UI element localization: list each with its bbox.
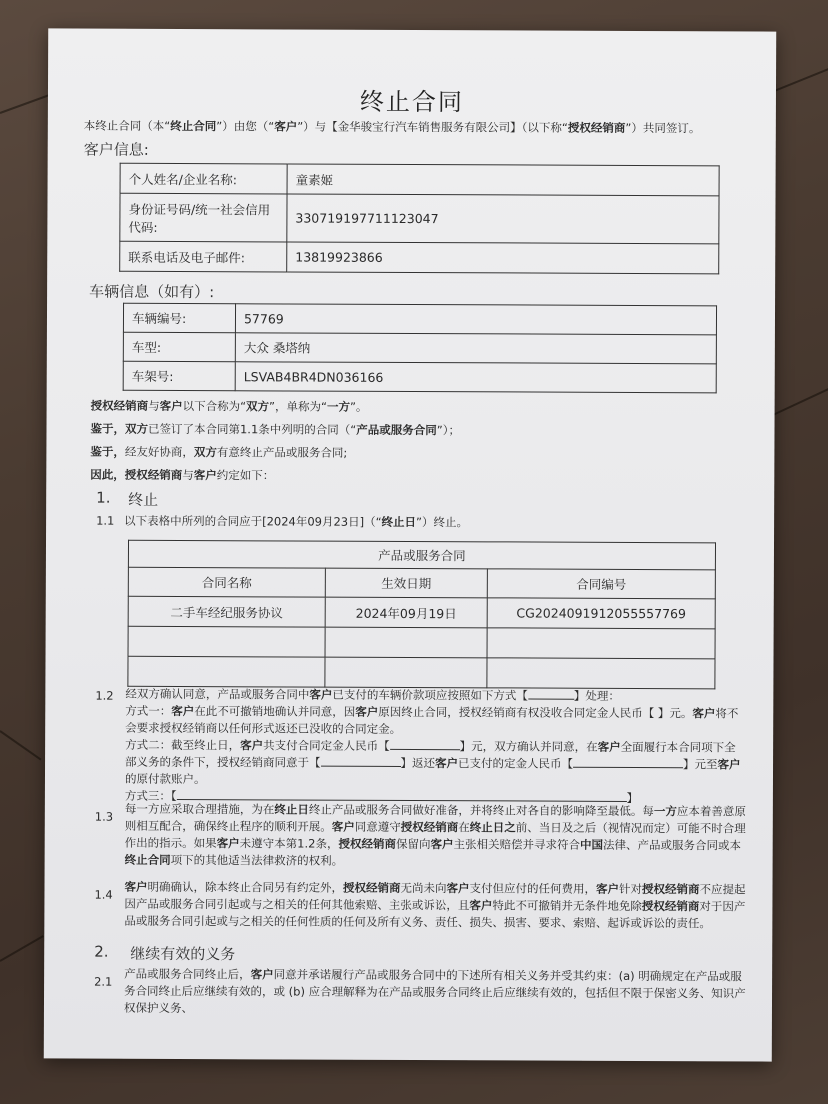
clause-text: 针对 [618, 881, 643, 897]
clause-text: 将不会要求授权经销商以任何形式返还已没收的合同定金。 [125, 706, 739, 736]
contracts-cell: CG2024091912055557769 [487, 598, 715, 629]
clause-bold: 终止合同 [124, 852, 171, 867]
blank-field [528, 699, 574, 700]
clause-1-2-text [125, 686, 746, 808]
clause-text: 已支付的定金人民币【 [458, 756, 574, 771]
clause-1-1-number: 1.1 [96, 513, 115, 528]
clause-text: 同意并承诺履行产品或服务合同中的下述所有相关义务并受其约束：(a) 明确规定在产品或服务合同终止后应继续有效的，或 (b) 应合理解释为在产品或服务合同终止后应继续有效的，包括但不限于保密义务、知识产权保护义务、 [123, 967, 746, 1016]
intro-bold: 终止合同 [170, 118, 217, 134]
blank-field [573, 767, 683, 768]
clause-text: 在此不可撤销地确认并同意，因 [194, 704, 356, 719]
intro-text: ”）由您（“ [216, 119, 275, 134]
vehicle-value-vin: LSVAB4BR4DN036166 [235, 362, 716, 393]
clause-bold: 客户 [717, 757, 741, 772]
clause-bold: 客户 [692, 706, 716, 721]
vehicle-value-number: 57769 [235, 304, 716, 335]
clause-bold: 客户 [469, 898, 493, 913]
clause-bold: 客户 [171, 703, 195, 719]
clause-text: 应本着善意原则相互配合，确保终止程序的顺利开展。 [124, 804, 746, 834]
clause-2-1-number: 2.1 [94, 974, 113, 989]
recital-text: 已签订了本合同第1.1条中列明的合同（“ [147, 421, 357, 437]
recital-whereas-2 [90, 444, 740, 464]
vehicle-heading: 车辆信息（如有）: [89, 282, 215, 302]
blank-field [321, 766, 401, 767]
clause-bold: 终止日 [381, 514, 417, 530]
section-2-title: 继续有效的义务 [130, 944, 236, 964]
recital-bold: 鉴于， [90, 421, 126, 436]
clause-text: 】元，双方确认并同意，在 [459, 739, 598, 754]
clause-text: 全面履行本合同项下全部义务的条件下，授权经销商同意于【 [125, 739, 736, 770]
contracts-cell: 2024年09月19日 [325, 597, 487, 628]
intro-bold: 客户 [274, 119, 298, 134]
clause-text: 支付但应付的任何费用， [469, 881, 597, 896]
vehicle-table [123, 303, 717, 394]
customer-label-id: 身份证号码/统一社会信用代码: [120, 193, 287, 242]
clause-text: 共支付合同定金人民币【 [263, 738, 390, 753]
clause-text: 】元至 [683, 757, 718, 772]
clause-text: 无尚未向 [400, 880, 447, 896]
intro-text: 本终止合同（本“ [83, 118, 171, 133]
contracts-col-name: 合同名称 [128, 567, 325, 597]
clause-1-4-number: 1.4 [94, 887, 113, 902]
clause-bold: 客户 [435, 756, 459, 771]
contracts-cell [128, 656, 325, 687]
recital-text: 以下合称为“ [182, 399, 247, 414]
method-1 [125, 703, 745, 740]
intro-paragraph [84, 118, 754, 138]
customer-label-name: 个人姓名/企业名称: [120, 163, 287, 194]
intro-bold: 授权经销商 [567, 120, 626, 135]
clause-2-1-text [124, 966, 746, 1020]
vehicle-label-vin: 车架号: [123, 361, 235, 390]
clause-text: 未遵守本第1.2条， [239, 836, 339, 851]
blank-field [390, 749, 460, 750]
clause-text: 终止产品或服务合同做好准备，并将终止对各自的影响降至最低。每 [308, 802, 654, 819]
clause-bold: 授权经销商 [641, 899, 700, 914]
recital-bold: 因此， [90, 467, 125, 482]
recital-bold: 双方 [246, 399, 270, 414]
clause-text: 方式二：截至终止日， [125, 737, 241, 753]
clause-bold: 授权经销商 [338, 836, 397, 851]
clause-text: 法律、产品或服务合同或本 [602, 837, 742, 853]
recital-whereas-1 [90, 421, 740, 441]
clause-text: 已支付的车辆价款项应按照如下方式【 [332, 687, 528, 703]
clause-text: 经双方确认同意，产品或服务合同中 [125, 686, 310, 702]
vehicle-value-model: 大众 桑塔纳 [235, 333, 716, 364]
clause-text: 】处理： [573, 688, 620, 703]
clause-bold: 终止日之 [469, 820, 516, 835]
clause-bold: 客户 [446, 881, 470, 896]
method-2 [125, 737, 745, 791]
recital-bold: 双方 [124, 421, 149, 436]
contracts-cell: 二手车经纪服务协议 [128, 596, 325, 627]
clause-bold: 终止日 [274, 802, 309, 817]
recital-text: 经友好协商， [124, 444, 194, 460]
clause-bold: 授权经销商 [641, 882, 700, 897]
clause-bold: 客户 [595, 881, 620, 896]
contracts-col-number: 合同编号 [487, 569, 715, 599]
section-1-title: 终止 [128, 490, 159, 509]
contracts-cell [325, 657, 487, 688]
recital-bold: 客户 [193, 468, 217, 483]
clause-text: 在 [458, 820, 470, 835]
recital-text: 有意终止产品或服务合同; [216, 445, 348, 460]
clause-text: 不应提起因产品或服务合同引起或与之相关的任何其他索赔、主张或诉讼，且 [124, 882, 746, 913]
clause-1-3-number: 1.3 [94, 809, 114, 824]
clause-bold: 客户 [430, 837, 454, 852]
contracts-cell [487, 658, 715, 689]
intro-text: ”）与【金华骏宝行汽车销售服务有限公司】（以下称“ [297, 119, 568, 135]
customer-table [119, 163, 719, 275]
clause-text: 产品或服务合同终止后， [124, 966, 251, 982]
recital-bold: 双方 [193, 445, 217, 460]
clause-text: 方式一： [125, 703, 172, 718]
recital-bold: 鉴于， [90, 444, 125, 459]
intro-text: ”）共同签订。 [625, 120, 701, 136]
section-2-number: 2. [94, 942, 109, 961]
clause-1-4-text [124, 879, 746, 933]
clause-text: 特此不可撤销并无条件地免除 [492, 898, 642, 914]
document-title: 终止合同 [359, 87, 464, 117]
clause-bold: 客户 [331, 819, 355, 834]
clause-text: 原因终止合同，授权经销商有权没收合同定金人民币【 】元。 [378, 704, 693, 721]
clause-bold: 客户 [355, 704, 379, 719]
recital-bold: 产品或服务合同 [356, 422, 437, 438]
section-1-number: 1. [96, 488, 111, 507]
clause-text: 每一方应采取合理措施，为在 [124, 801, 275, 817]
recital-text: ”）； [436, 423, 461, 438]
vehicle-label-model: 车型: [123, 332, 235, 361]
contract-page [44, 28, 776, 1061]
recital-bold: 一方 [326, 399, 351, 414]
customer-value-contact: 13819923866 [287, 242, 719, 274]
clause-text: 以下表格中所列的合同应于[2024年09月23日]（“ [124, 513, 382, 529]
clause-text: 项下的其他适当法律救济的权利。 [170, 852, 344, 868]
customer-label-contact: 联系电话及电子邮件: [120, 241, 287, 272]
recital-parties [91, 398, 741, 418]
clause-text: 保留向 [395, 836, 431, 852]
clause-bold: 客户 [240, 738, 264, 753]
clause-1-3-text [125, 801, 747, 872]
clause-text: 同意遵守 [354, 819, 401, 834]
recital-text: 约定如下： [216, 468, 275, 483]
clause-text: 对于因产品或服务合同引起或与之相关的任何性质的任何及所有义务、责任、损失、损害、要求、索赔、起诉或诉讼的责任。 [124, 899, 746, 931]
contracts-cell [128, 626, 325, 657]
clause-bold: 授权经销商 [400, 819, 459, 835]
customer-value-id: 330719197711123047 [287, 194, 719, 244]
clause-bold: 客户 [597, 739, 621, 754]
clause-1-1-text [124, 513, 744, 533]
clause-text: 明确确认，除本终止合同另有约定外， [147, 879, 344, 895]
contracts-cell [487, 628, 715, 659]
contracts-table-header: 产品或服务合同 [128, 540, 715, 570]
recital-text: 与 [148, 398, 160, 413]
recital-therefore [90, 467, 740, 487]
recital-text: 与 [182, 468, 194, 483]
recital-bold: 授权经销商 [90, 398, 149, 413]
clause-bold: 客户 [124, 879, 148, 894]
recital-text: ”，单称为“ [269, 399, 328, 414]
contracts-cell [325, 627, 487, 658]
customer-heading: 客户信息: [83, 140, 149, 159]
clause-bold: 客户 [216, 836, 240, 851]
recital-text: ”。 [349, 399, 368, 414]
clause-text: ”）终止。 [416, 515, 469, 530]
clause-bold: 中国 [579, 837, 604, 852]
contracts-col-date: 生效日期 [325, 568, 487, 598]
clause-text: 】返还 [400, 755, 436, 771]
clause-text: 】 [626, 790, 639, 805]
clause-text: 的原付款账户。 [124, 771, 206, 787]
recital-bold: 客户 [159, 398, 183, 414]
clause-1-2-number: 1.2 [95, 688, 114, 703]
clause-text: 前、当日及之后（视情况而定）可能不时合理作出的指示。如果 [124, 820, 746, 851]
recital-bold: 授权经销商 [124, 467, 183, 483]
clause-bold: 一方 [653, 804, 677, 819]
contracts-table [127, 540, 716, 690]
clause-bold: 客户 [250, 967, 274, 982]
clause-bold: 客户 [309, 687, 333, 702]
clause-bold: 授权经销商 [342, 880, 401, 895]
customer-value-name: 童素姬 [287, 164, 719, 196]
clause-text: 方式三：【 [124, 788, 177, 803]
vehicle-label-number: 车辆编号: [123, 303, 235, 332]
clause-text: 主张相关赔偿并寻求符合 [453, 837, 581, 852]
